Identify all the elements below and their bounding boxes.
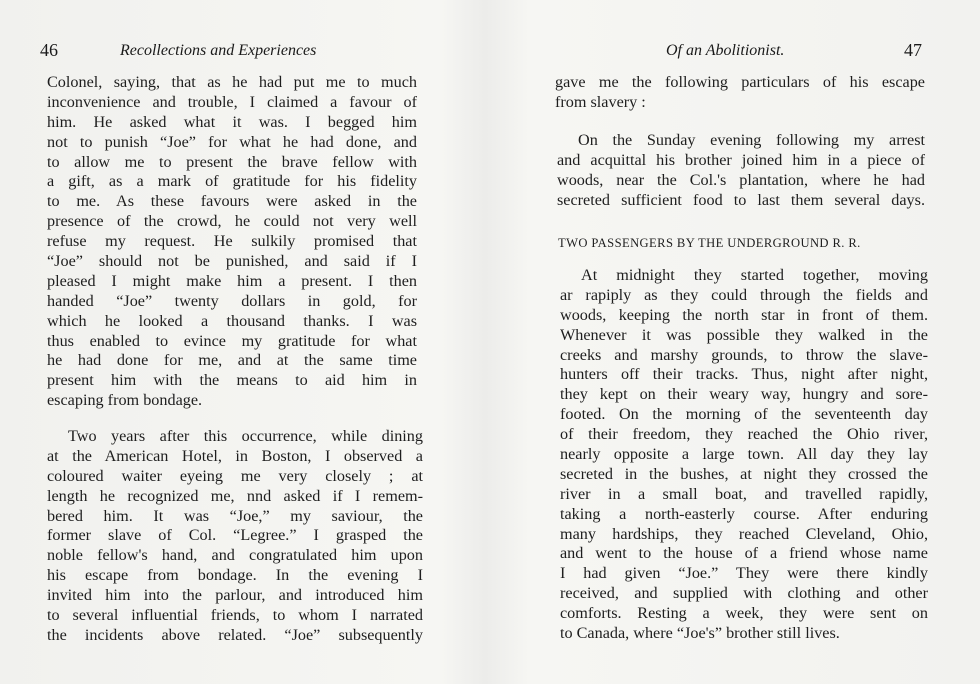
text-line: to several influential friends, to whom I narrated <box>47 606 423 625</box>
text-line: creeks and marshy grounds, to throw the slave- <box>560 345 928 364</box>
text-line: Whenever it was possible they walked in the <box>560 325 928 344</box>
text-line: woods, keeping the north star in front of them. <box>560 305 928 324</box>
text-line: escaping from bondage. <box>47 391 203 410</box>
right-running-title: Of an Abolitionist. <box>666 42 785 59</box>
right-page-number: 47 <box>904 40 922 60</box>
text-line: length he recognized me, nnd asked if I remem- <box>47 486 423 505</box>
text-line: At midnight they started together, moving <box>581 266 928 284</box>
text-line: Two years after this occurrence, while dining <box>68 427 423 445</box>
text-line: hunters off their tracks. Thus, night after night, <box>560 365 928 384</box>
text-line: from slavery : <box>555 92 646 111</box>
text-line: he had done for me, and at the same time <box>47 351 417 370</box>
text-line: bered him. It was “Joe,” my saviour, the <box>47 506 423 525</box>
text-line: a gift, as a mark of gratitude for his fidelity <box>47 172 417 191</box>
text-line: river in a small boat, and travelled rapidly, <box>560 484 928 503</box>
text-line: not to punish “Joe” for what he had done, and <box>47 132 417 151</box>
text-line: to allow me to present the brave fellow with <box>47 152 417 171</box>
text-line: footed. On the morning of the seventeenth day <box>560 405 928 424</box>
text-line: noble fellow's hand, and congratulated him upon <box>47 546 423 565</box>
text-line: pleased I might make him a present. I then <box>47 271 417 290</box>
text-line: him. He asked what it was. I begged him <box>47 112 417 131</box>
text-line: present him with the means to aid him in <box>47 371 417 390</box>
text-line: the incidents above related. “Joe” subsequently <box>47 625 423 644</box>
left-running-title: Recollections and Experiences <box>120 42 317 59</box>
right-paragraph-3 <box>560 266 928 644</box>
text-line: to me. As these favours were asked in the <box>47 192 417 211</box>
text-line: inconvenience and trouble, I claimed a favour of <box>47 92 417 111</box>
text-line: received, and supplied with clothing and other <box>560 584 928 603</box>
text-line: to Canada, where “Joe's” brother still lives. <box>560 624 840 643</box>
text-line: On the Sunday evening following my arrest <box>578 131 925 149</box>
text-line: I had given “Joe.” They were there kindly <box>560 564 928 583</box>
text-line: comforts. Resting a week, they were sent on <box>560 604 928 623</box>
text-line: taking a north-easterly course. After enduring <box>560 504 928 523</box>
text-line: they kept on their weary way, hungry and sore- <box>560 385 928 404</box>
right-page <box>490 0 980 684</box>
text-line: former slave of Col. “Legree.” I grasped the <box>47 526 423 545</box>
text-line: refuse my request. He sulkily promised that <box>47 232 417 251</box>
text-line: presence of the crowd, he could not very well <box>47 212 417 231</box>
text-line: many hardships, they reached Cleveland, Ohio, <box>560 524 928 543</box>
text-line: ar rapiply as they could through the fields and <box>560 285 928 304</box>
text-line: secreted in the bushes, at night they crossed the <box>560 464 928 483</box>
text-line: of their freedom, they reached the Ohio river, <box>560 425 928 444</box>
text-line: handed “Joe” twenty dollars in gold, for <box>47 291 417 310</box>
text-line: invited him into the parlour, and introduced him <box>47 586 423 605</box>
text-line: secreted sufficient food to last them several days. <box>557 190 925 209</box>
text-line: gave me the following particulars of his escape <box>555 73 925 91</box>
text-line: at the American Hotel, in Boston, I observed a <box>47 446 423 465</box>
text-line: his escape from bondage. In the evening I <box>47 566 423 585</box>
text-line: Colonel, saying, that as he had put me to much <box>47 73 417 91</box>
left-paragraph-1 <box>47 73 417 411</box>
right-paragraph-2 <box>557 131 925 211</box>
right-paragraph-1 <box>555 73 925 113</box>
text-line: woods, near the Col.'s plantation, where he had <box>557 170 925 189</box>
section-heading: TWO PASSENGERS BY THE UNDERGROUND R. R. <box>558 236 861 250</box>
left-page-number: 46 <box>40 40 58 60</box>
text-line: “Joe” should not be punished, and said if I <box>47 252 417 271</box>
text-line: which he looked a thousand thanks. I was <box>47 311 417 330</box>
left-paragraph-2 <box>47 427 423 646</box>
text-line: nearly opposite a large town. All day they lay <box>560 445 928 464</box>
text-line: and acquittal his brother joined him in a piece of <box>557 150 925 169</box>
text-line: and went to the house of a friend whose name <box>560 544 928 563</box>
text-line: thus enabled to evince my gratitude for what <box>47 331 417 350</box>
text-line: coloured waiter eyeing me very closely ; at <box>47 466 423 485</box>
